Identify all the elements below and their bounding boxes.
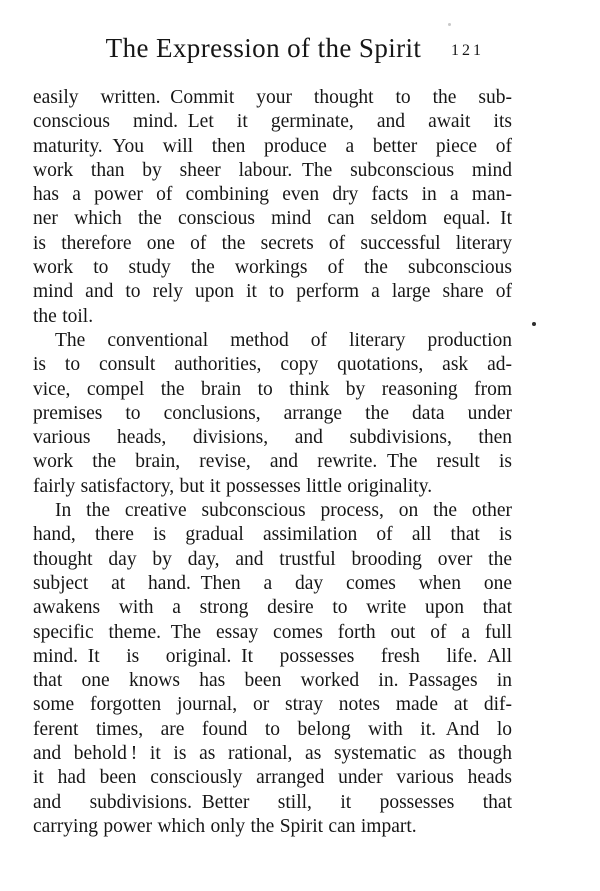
text-line-p3-9: some forgotten journal, or stray notes made at dif-	[33, 694, 512, 716]
text-line-p2-3: vice, compel the brain to think by reasoning from	[33, 378, 512, 400]
ink-dot	[532, 322, 536, 326]
text-line-p1-8: work to study the workings of the subconscious	[33, 257, 512, 279]
text-line-p2-6: work the brain, revise, and rewrite. The result is	[33, 451, 512, 473]
text-line-p1-7: is therefore one of the secrets of successful literary	[33, 232, 512, 254]
text-line-p3-14: carrying power which only the Spirit can impart.	[33, 815, 417, 837]
text-line-p3-7: mind. It is original. It possesses fresh life. All	[33, 645, 512, 667]
text-line-p1-10: the toil.	[33, 305, 94, 327]
text-line-p1-5: has a power of combining even dry facts in a man-	[33, 184, 512, 206]
text-line-p3-2: hand, there is gradual assimilation of all that is	[33, 524, 512, 546]
text-line-p2-1: The conventional method of literary production	[55, 329, 512, 351]
page-title: The Expression of the Spirit	[105, 33, 422, 63]
text-line-p3-10: ferent times, are found to belong with it. And lo	[33, 718, 512, 740]
text-line-p3-13: and subdivisions. Better still, it possesses that	[33, 791, 512, 813]
text-line-p1-6: ner which the conscious mind can seldom equal. It	[33, 208, 512, 230]
text-line-p3-12: it had been consciously arranged under various heads	[33, 767, 512, 789]
text-line-p1-4: work than by sheer labour. The subconscious mind	[33, 159, 512, 181]
text-line-p1-1: easily written. Commit your thought to the sub-	[33, 87, 512, 108]
text-line-p3-1: In the creative subconscious process, on the other	[55, 500, 512, 522]
text-line-p2-4: premises to conclusions, arrange the data under	[33, 402, 512, 424]
text-line-p3-4: subject at hand. Then a day comes when one	[33, 572, 512, 594]
page-body	[33, 86, 512, 839]
faint-speck	[448, 23, 451, 26]
text-line-p3-8: that one knows has been worked in. Passages in	[33, 670, 512, 692]
page-header	[33, 33, 512, 67]
text-line-p2-7: fairly satisfactory, but it possesses little originality.	[33, 475, 433, 497]
text-line-p1-9: mind and to rely upon it to perform a large share of	[33, 281, 512, 303]
text-line-p3-11: and behold ! it is as rational, as systematic as though	[33, 743, 512, 765]
text-line-p1-3: maturity. You will then produce a better piece of	[33, 135, 512, 157]
text-line-p3-6: specific theme. The essay comes forth out of a full	[33, 621, 512, 643]
text-line-p2-2: is to consult authorities, copy quotations, ask ad-	[33, 354, 512, 376]
text-line-p2-5: various heads, divisions, and subdivisions, then	[33, 427, 512, 449]
page-number: 121	[451, 42, 484, 59]
text-line-p3-3: thought day by day, and trustful brooding over the	[33, 548, 512, 570]
text-line-p3-5: awakens with a strong desire to write upon that	[33, 597, 512, 619]
text-line-p1-2: conscious mind. Let it germinate, and await its	[33, 111, 512, 133]
